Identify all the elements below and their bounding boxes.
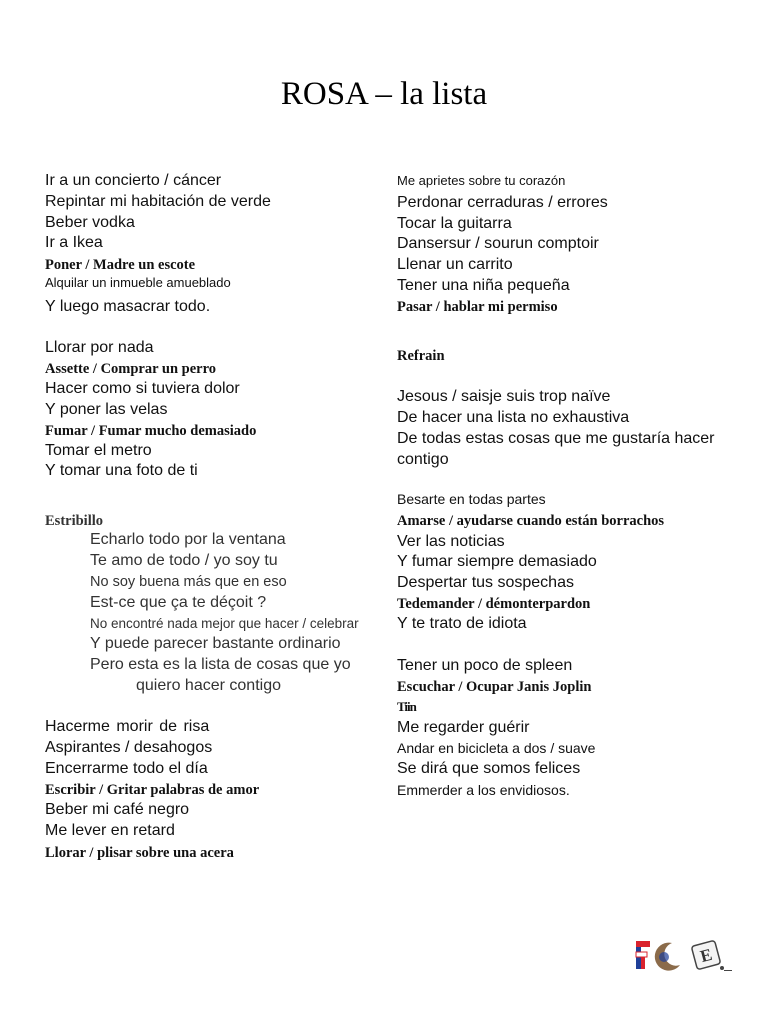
- lyric-line: Beber mi café negro: [45, 801, 190, 818]
- lyric-line: Repintar mi habitación de verde: [45, 193, 271, 210]
- lyric-line-small: Alquilar un inmueble amueblado: [45, 275, 231, 290]
- page-title: ROSA – la lista: [280, 76, 488, 112]
- lyric-line: Y tomar una foto de ti: [45, 462, 198, 479]
- lyric-line-bold: Llorar / plisar sobre una acera: [45, 845, 234, 861]
- lyric-line: Me lever en retard: [45, 822, 175, 839]
- lyric-line: De todas estas cosas que me gustaría hacer: [397, 430, 715, 447]
- chorus-line: No encontré nada mejor que hacer / celebrar: [90, 616, 359, 631]
- glitched-text: Tiin: [397, 699, 416, 714]
- lyric-line: Ver las noticias: [397, 533, 505, 550]
- lyric-line: Tocar la guitarra: [397, 215, 512, 232]
- refrain-heading: Refrain: [397, 348, 445, 364]
- lyric-line: De hacer una lista no exhaustiva: [397, 409, 630, 426]
- lyric-line: Dansersur / sourun comptoir: [397, 235, 599, 252]
- lyric-line: Tener un poco de spleen: [397, 657, 573, 674]
- chorus-line: Echarlo todo por la ventana: [90, 531, 286, 548]
- lyric-line: Se dirá que somos felices: [397, 760, 581, 777]
- lyric-line: Llorar por nada: [45, 339, 154, 356]
- chorus-line: No soy buena más que en eso: [90, 574, 287, 590]
- lyric-line: Ir a un concierto / cáncer: [45, 172, 222, 189]
- lyric-line-bold: Escribir / Gritar palabras de amor: [45, 782, 260, 798]
- lyric-line-small: Me aprietes sobre tu corazón: [397, 173, 566, 188]
- lyric-line-bold: Pasar / hablar mi permiso: [397, 299, 558, 315]
- lyric-line-bold: Amarse / ayudarse cuando están borrachos: [397, 513, 665, 529]
- lyric-line: Beber vodka: [45, 214, 135, 231]
- lyric-line: Jesous / saisje suis trop naïve: [397, 388, 611, 405]
- lyric-line-bold: Tedemander / démonterpardon: [397, 596, 591, 612]
- lyric-line-bold: Assette / Comprar un perro: [45, 361, 217, 377]
- lyric-line: Perdonar cerraduras / errores: [397, 194, 608, 211]
- lyric-line-small: Andar en bicicleta a dos / suave: [397, 740, 596, 756]
- lyric-line: contigo: [397, 451, 449, 468]
- chorus-line: Est-ce que ça te déçoit ?: [90, 594, 267, 611]
- lyric-line: Y luego masacrar todo.: [45, 298, 211, 315]
- lyric-line-bold: Escuchar / Ocupar Janis Joplin: [397, 679, 592, 695]
- lyric-line: Encerrarme todo el día: [45, 760, 208, 777]
- lyric-line: Tomar el metro: [45, 442, 152, 459]
- lyric-line: Despertar tus sospechas: [397, 574, 574, 591]
- lyric-line: Hacer como si tuviera dolor: [45, 380, 240, 397]
- lyric-line-small: Emmerder a los envidiosos.: [397, 782, 570, 798]
- lyric-line: Y poner las velas: [45, 401, 168, 418]
- lyric-line: Me regarder guérir: [397, 719, 530, 736]
- lyric-line-small: Besarte en todas partes: [397, 491, 546, 507]
- lyric-line: Hacerme morir de risa: [45, 718, 210, 735]
- lyric-line: Aspirantes / desahogos: [45, 739, 213, 756]
- chorus-line: Te amo de todo / yo soy tu: [90, 552, 278, 569]
- lyric-line-bold: Fumar / Fumar mucho demasiado: [45, 423, 257, 439]
- lyric-line: Ir a Ikea: [45, 234, 103, 251]
- chorus-line: Pero esta es la lista de cosas que yo: [90, 656, 351, 673]
- lyric-line: Llenar un carrito: [397, 256, 513, 273]
- chorus-heading: Estribillo: [45, 513, 104, 529]
- chorus-line: quiero hacer contigo: [136, 677, 281, 694]
- chorus-line: Y puede parecer bastante ordinario: [90, 635, 341, 652]
- lyric-line: Tener una niña pequeña: [397, 277, 570, 294]
- lyric-line-bold: Poner / Madre un escote: [45, 257, 196, 273]
- lyric-line: Y fumar siempre demasiado: [397, 553, 597, 570]
- fle-logo-icon: [634, 935, 734, 975]
- lyric-line: Y te trato de idiota: [397, 615, 527, 632]
- logo-letter: E: [698, 944, 715, 967]
